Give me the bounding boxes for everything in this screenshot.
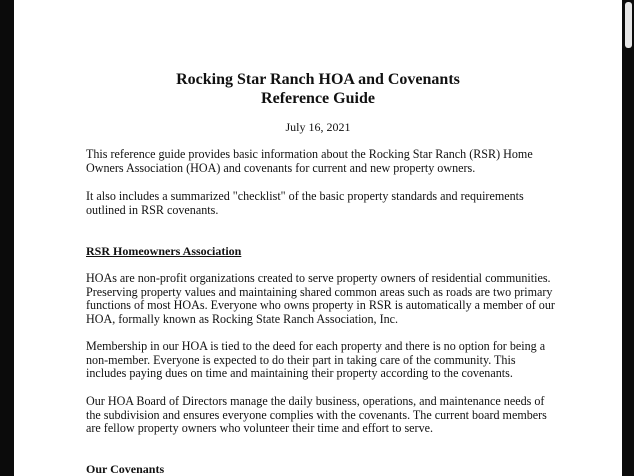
intro-paragraph-1: This reference guide provides basic information about the Rocking Star Ranch (RSR) Home Owners Association (HOA) and covenants for current and new property owners. <box>86 147 533 175</box>
hoa-paragraph-2: Membership in our HOA is tied to the deed for each property and there is no option for being a non-member. Everyone is expected to do their part in taking care of the community. This includes paying dues on time and maintaining their property according to the covenants. <box>86 339 546 381</box>
document-title-line-1: Rocking Star Ranch HOA and Covenants <box>176 71 460 88</box>
scrollbar-thumb[interactable] <box>625 2 632 48</box>
hoa-paragraph-1: HOAs are non-profit organizations created to serve property owners of residential communities. Preserving property values and maintaining shared common areas such as roads are two primary functions of most HOAs. Everyone who owns property in RSR is automatically a member of our HOA, formally known as Rocking State Ranch Association, Inc. <box>86 271 555 326</box>
document-date: July 16, 2021 <box>285 120 351 134</box>
vertical-scrollbar[interactable] <box>622 0 634 476</box>
section-heading-covenants: Our Covenants <box>86 462 165 476</box>
document-page <box>14 0 622 476</box>
intro-paragraph-2: It also includes a summarized "checklist" of the basic property standards and requirements outlined in RSR covenants. <box>86 189 524 217</box>
document-title-line-2: Reference Guide <box>261 90 375 107</box>
section-heading-hoa: RSR Homeowners Association <box>86 244 242 258</box>
hoa-paragraph-3: Our HOA Board of Directors manage the daily business, operations, and maintenance needs of the subdivision and ensures everyone complies with the covenants. The current board members are fellow property owners who volunteer their time and effort to serve. <box>86 394 547 436</box>
